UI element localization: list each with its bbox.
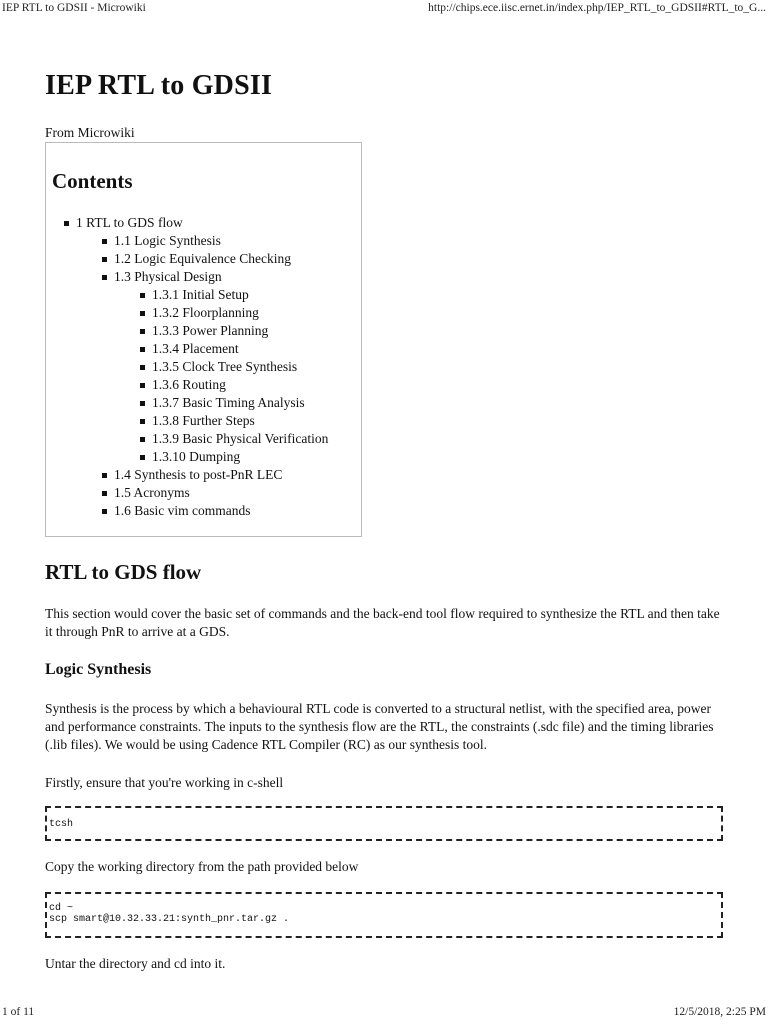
toc-item-label[interactable]: 1.6 Basic vim commands: [114, 503, 251, 518]
toc-item-further-steps[interactable]: [152, 412, 328, 430]
bullet-icon: [102, 473, 107, 478]
toc-item-lec[interactable]: [114, 250, 328, 268]
toc-item-physical-design[interactable]: [114, 268, 328, 466]
toc-item-label[interactable]: 1.1 Logic Synthesis: [114, 233, 221, 248]
bullet-icon: [102, 257, 107, 262]
step-text: Copy the working directory from the path provided below: [45, 859, 359, 874]
toc-list: [76, 214, 328, 520]
bullet-icon: [64, 221, 69, 226]
toc-item-cts[interactable]: [152, 358, 328, 376]
bullet-icon: [140, 365, 145, 370]
toc-item-label[interactable]: 1.3.4 Placement: [152, 341, 239, 356]
print-header-url[interactable]: http://chips.ece.iisc.ernet.in/index.php/IEP_RTL_to_GDSII#RTL_to_G...: [428, 2, 766, 14]
toc-item-placement[interactable]: [152, 340, 328, 358]
toc-item-initial-setup[interactable]: [152, 286, 328, 304]
bullet-icon: [102, 491, 107, 496]
toc-item-label[interactable]: 1.5 Acronyms: [114, 485, 190, 500]
toc-item-physical-verification[interactable]: [152, 430, 328, 448]
bullet-icon: [140, 455, 145, 460]
toc-item-label[interactable]: 1 RTL to GDS flow: [76, 215, 183, 230]
toc-item-vim-commands[interactable]: [114, 502, 328, 520]
toc-item-power-planning[interactable]: [152, 322, 328, 340]
bullet-icon: [140, 401, 145, 406]
step-text: Untar the directory and cd into it.: [45, 956, 226, 971]
synthesis-paragraph: Synthesis is the process by which a behavioural RTL code is converted to a structural netlist, with the specified area, power and performance constraints. The inputs to the synthesis flow are the RTL, the constraints (.sdc file) and the timing libraries (.lib files). We would be using Cadence RTL Compiler (RC) as our synthesis tool.: [45, 701, 714, 752]
page-title: IEP RTL to GDSII: [45, 70, 273, 101]
print-timestamp: 12/5/2018, 2:25 PM: [673, 1006, 766, 1018]
toc-item-acronyms[interactable]: [114, 484, 328, 502]
section-heading: RTL to GDS flow: [45, 560, 202, 584]
toc-item-routing[interactable]: [152, 376, 328, 394]
toc-item-label[interactable]: 1.3.9 Basic Physical Verification: [152, 431, 329, 446]
bullet-icon: [102, 239, 107, 244]
toc-item-label[interactable]: 1.4 Synthesis to post-PnR LEC: [114, 467, 283, 482]
bullet-icon: [140, 347, 145, 352]
subsection-heading: Logic Synthesis: [45, 661, 152, 678]
toc-item-label[interactable]: 1.3.7 Basic Timing Analysis: [152, 395, 305, 410]
step-text: Firstly, ensure that you're working in c-shell: [45, 775, 284, 790]
bullet-icon: [140, 419, 145, 424]
code-block[interactable]: cd ~ scp smart@10.32.33.21:synth_pnr.tar.gz .: [45, 892, 723, 938]
toc-item-label[interactable]: 1.3.3 Power Planning: [152, 323, 269, 338]
bullet-icon: [140, 293, 145, 298]
print-header: [0, 0, 768, 18]
bullet-icon: [102, 275, 107, 280]
toc-item-dumping[interactable]: [152, 448, 328, 466]
page-source: From Microwiki: [45, 125, 135, 140]
bullet-icon: [140, 311, 145, 316]
toc-item-label[interactable]: 1.3.6 Routing: [152, 377, 226, 392]
toc-item-label[interactable]: 1.3.10 Dumping: [152, 449, 241, 464]
code-block[interactable]: tcsh: [45, 806, 723, 841]
section-intro: This section would cover the basic set of commands and the back-end tool flow required to synthesize the RTL and then take it through PnR to arrive at a GDS.: [45, 606, 720, 639]
bullet-icon: [140, 329, 145, 334]
page-count: 1 of 11: [2, 1006, 35, 1018]
print-header-title: IEP RTL to GDSII - Microwiki: [2, 2, 146, 14]
toc-item-logic-synthesis[interactable]: [114, 232, 328, 250]
toc-item-label[interactable]: 1.2 Logic Equivalence Checking: [114, 251, 291, 266]
toc-item-post-pnr-lec[interactable]: [114, 466, 328, 484]
bullet-icon: [102, 509, 107, 514]
print-footer: [0, 1004, 768, 1024]
toc-item-label[interactable]: 1.3.1 Initial Setup: [152, 287, 249, 302]
toc-item-label[interactable]: 1.3.2 Floorplanning: [152, 305, 259, 320]
toc-item-timing-analysis[interactable]: [152, 394, 328, 412]
table-of-contents: [45, 142, 362, 537]
toc-item-label[interactable]: 1.3 Physical Design: [114, 269, 222, 284]
bullet-icon: [140, 437, 145, 442]
toc-item-label[interactable]: 1.3.5 Clock Tree Synthesis: [152, 359, 298, 374]
toc-heading: Contents: [52, 169, 133, 193]
toc-item-floorplanning[interactable]: [152, 304, 328, 322]
bullet-icon: [140, 383, 145, 388]
toc-item-rtl-to-gds-flow[interactable]: [76, 214, 328, 520]
toc-item-label[interactable]: 1.3.8 Further Steps: [152, 413, 255, 428]
